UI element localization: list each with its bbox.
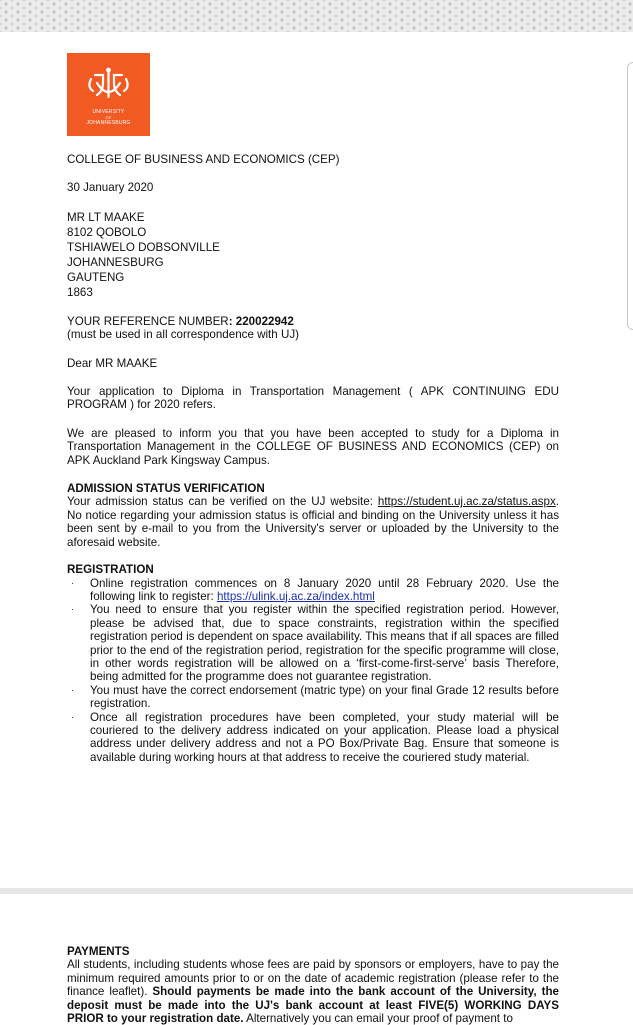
registration-heading: REGISTRATION: [67, 563, 154, 577]
application-paragraph: Your application to Diploma in Transportation Management ( APK CONTINUING EDU PROGRAM ) for 2020 refers.: [67, 385, 559, 412]
registration-item-text: Online registration commences on 8 January 2020 until 28 February 2020. Use the following link to register:: [90, 576, 559, 603]
admission-heading: ADMISSION STATUS VERIFICATION: [67, 482, 265, 496]
payments-bold-text: Should payments be made into the bank account of the University, the deposit must be made into the UJ's bank account at least FIVE(5) WORKING DAYS PRIOR to your registration date.: [67, 985, 559, 1025]
address-line: JOHANNESBURG: [67, 255, 164, 269]
letter-date: 30 January 2020: [67, 181, 154, 195]
reference-note: (must be used in all correspondence with UJ): [67, 328, 299, 342]
logo-of-text: OF: [105, 115, 112, 120]
address-line: TSHIAWELO DOBSONVILLE: [67, 240, 220, 254]
payments-section: [67, 945, 559, 1025]
reference-label: YOUR REFERENCE NUMBER: [67, 314, 229, 328]
address-line: MR LT MAAKE: [67, 210, 145, 224]
page-separator: [0, 888, 633, 894]
reference-block: [67, 315, 559, 342]
college-name: COLLEGE OF BUSINESS AND ECONOMICS (CEP): [67, 153, 340, 166]
registration-section: [67, 563, 559, 764]
address-line: 8102 QOBOLO: [67, 225, 147, 239]
recipient-address: [67, 210, 559, 300]
bullet-icon: ·: [71, 684, 74, 695]
address-line: GAUTENG: [67, 270, 125, 284]
payments-text-1: All students, including students whose fees are paid by sponsors or employers, have to pay the minimum required amounts prior to or on the date of academic registration (please refer to the finance leaflet).: [67, 958, 559, 999]
scroll-indicator[interactable]: [627, 62, 633, 330]
admission-text: [67, 495, 559, 549]
top-border-pattern: [0, 0, 633, 32]
register-link[interactable]: https://ulink.uj.ac.za/index.html: [216, 589, 375, 603]
bullet-icon: ·: [71, 711, 74, 722]
bullet-icon: ·: [71, 604, 74, 615]
reference-separator: :: [228, 314, 236, 328]
list-item: [67, 603, 559, 683]
address-line: 1863: [67, 285, 93, 299]
salutation: Dear MR MAAKE: [67, 356, 158, 370]
list-item: [67, 711, 559, 765]
logo-johannesburg-text: JOHANNESBURG: [86, 120, 131, 126]
bullet-icon: ·: [71, 577, 74, 588]
list-item: [67, 577, 559, 604]
payments-text: [67, 958, 559, 1025]
payments-heading: PAYMENTS: [67, 945, 130, 958]
reference-number: 220022942: [235, 314, 294, 328]
list-item: [67, 684, 559, 711]
logo-university-text: UNIVERSITY: [92, 109, 125, 115]
registration-list: [67, 577, 559, 765]
registration-item-text: You need to ensure that you register within the specified registration period. However, please be advised that, due to space constraints, registration within the specified registration period is dependent on space availability. This means that if all spaces are filled prior to the end of the registration period, registration for the specific programme will close, in other words registration will be allowed on a ‘first-come-first-serve’ basis Therefore, being admitted for the programme does not guarantee registration.: [90, 603, 559, 684]
registration-item-text: You must have the correct endorsement (matric type) on your final Grade 12 results before registration.: [90, 683, 559, 711]
acceptance-paragraph: We are pleased to inform you that you have been accepted to study for a Diploma in Transportation Management in the COLLEGE OF BUSINESS AND ECONOMICS (CEP) on APK Auckland Park Kingsway Campus.: [67, 426, 559, 467]
registration-item-text: Once all registration procedures have been completed, your study material will be couriered to the delivery address indicated on your application. Please load a physical address under delivery address and not a PO Box/Private Bag. Ensure that someone is available during working hours at that address to receive the couriered study material.: [90, 710, 559, 764]
university-logo: [67, 53, 150, 136]
payments-text-2: Alternatively you can email your proof of payment to: [243, 1012, 513, 1025]
status-url-link[interactable]: https://student.uj.ac.za/status.aspx: [377, 495, 556, 509]
admission-text-before: Your admission status can be verified on the UJ website:: [67, 495, 378, 509]
admission-section: [67, 482, 559, 549]
letter-body: [67, 153, 559, 764]
admission-text-after: . No notice regarding your admission status is official and binding on the University unless it has been sent by e-mail to you from the University's server or uploaded by the University to the aforesaid website.: [67, 495, 559, 549]
